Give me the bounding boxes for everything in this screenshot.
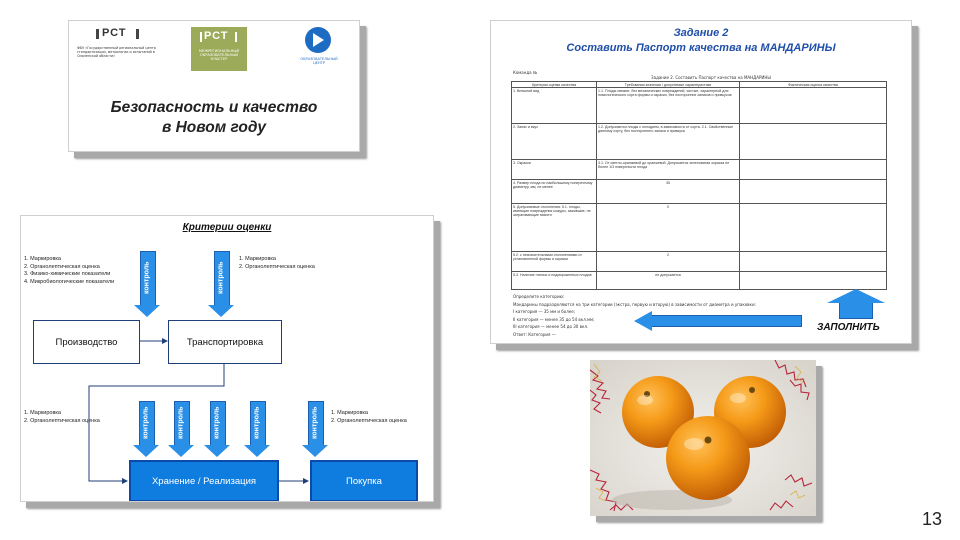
table-caption: Задание 2. Составить Паспорт качества на МАНДАРИНЫ <box>651 75 771 80</box>
left-criteria-list: 1. Маркировка 2. Органолептическая оценка 3. Физико-химические показатели 4. Микробиологические показатели <box>24 256 115 285</box>
slide1-title: Безопасность и качество в Новом году <box>110 99 318 136</box>
table-row: 3. Окраска 3.1. От светло-оранжевой до оранжевой. Допускается зеленоватая окраска не более 1/3 поверхности плода <box>512 160 887 180</box>
box-transport: Транспортировка <box>168 320 282 364</box>
header-requirements: Требования значения / допустимые характеристики <box>597 82 740 88</box>
table-row: 2. Запах и вкус 1.2. Допускаются плоды с оплодием, в зависимости от сорта. 2.1. Свойственные данному сорту, без постороннего запаха и привкуса <box>512 124 887 160</box>
control-arrow: контроль <box>247 401 267 457</box>
table-row: 4. Размер плода по наибольшему поперечному диаметру, мм, не менее 35 <box>512 180 887 204</box>
actual-input-cell[interactable] <box>740 160 887 180</box>
slide3-title: Критерии оценки <box>182 222 272 233</box>
actual-input-cell[interactable] <box>740 252 887 272</box>
control-arrow: контроль <box>211 251 231 317</box>
fill-label[interactable]: ЗАПОЛНИТЬ <box>817 322 880 333</box>
actual-input-cell[interactable] <box>740 88 887 124</box>
slide-thumbnail-passport <box>490 20 912 344</box>
team-label: Команда № <box>513 70 538 75</box>
control-arrow: контроль <box>207 401 227 457</box>
control-arrow: контроль <box>171 401 191 457</box>
mid-criteria-list: 1. Маркировка 2. Органолептическая оценка <box>239 256 315 270</box>
control-arrow: контроль <box>305 401 325 457</box>
bottom-left-criteria-list: 1. Маркировка 2. Органолептическая оценка <box>24 410 100 424</box>
header-criteria: Критерии оценки качества <box>512 82 597 88</box>
control-arrow: контроль <box>137 251 157 317</box>
control-arrow: контроль <box>136 401 156 457</box>
table-row: 5. Допускаемые отклонения: 5.1. плоды, имеющие повреждения кожуры, зажившие, не затрагивающие мякоти X <box>512 204 887 252</box>
actual-input-cell[interactable] <box>740 272 887 290</box>
logo3-caption: ОБРАЗОВАТЕЛЬНЫЙ ЦЕНТР <box>300 57 338 65</box>
flow-connectors <box>21 216 433 501</box>
tangerines-photo <box>590 360 816 516</box>
box-production: Производство <box>33 320 140 364</box>
rst-logo-icon: РСТ <box>96 27 142 41</box>
table-row: 5.3. Наличие гнилых и подмороженных плодов не допускается <box>512 272 887 290</box>
actual-input-cell[interactable] <box>740 204 887 252</box>
box-purchase: Покупка <box>310 460 418 502</box>
logo1-caption: ФБУ «Государственный региональный центр стандартизации, метрологии и испытаний в Смоленской области» <box>77 46 156 58</box>
actual-input-cell[interactable] <box>740 180 887 204</box>
edu-center-logo-icon <box>305 27 331 53</box>
arrow-left-icon <box>634 311 804 331</box>
category-note: Определите категорию: Мандарины подразделяются на три категории (экстра, первую и вторую) в зависимости от диаметра и упаковки: I категория — 35 мм и более; II категория — менее 35 до 54 вкл.мм; III категория — менее 54 до 30 вкл. Ответ: Категория — <box>513 294 756 337</box>
header-actual: Фактическая оценка качества <box>740 82 887 88</box>
quality-passport-table <box>511 81 887 290</box>
page-number: 13 <box>921 509 942 529</box>
table-row: 1. Внешний вид 1.1. Плоды свежие, без механических повреждений, чистые, характерной для помологического сорта формы и окраски, без посторонних запахов и привкусов <box>512 88 887 124</box>
bottom-right-criteria-list: 1. Маркировка 2. Органолептическая оценка <box>331 410 407 424</box>
cluster-logo-icon: РСТ МЕЖРЕГИОНАЛЬНЫЙ ОБРАЗОВАТЕЛЬНЫЙ КЛАСТЕР <box>191 27 247 71</box>
arrow-up-icon <box>827 289 885 319</box>
slide-thumbnail-criteria <box>20 215 434 502</box>
slide2-title: Задание 2 Составить Паспорт качества на МАНДАРИНЫ <box>566 27 836 54</box>
actual-input-cell[interactable] <box>740 124 887 160</box>
tangerines-image <box>590 360 816 516</box>
box-storage-sales: Хранение / Реализация <box>129 460 279 502</box>
slide-thumbnail-title <box>68 20 360 152</box>
table-row: 5.2. с незначительными отклонениями от установленной формы и окраски 2 <box>512 252 887 272</box>
